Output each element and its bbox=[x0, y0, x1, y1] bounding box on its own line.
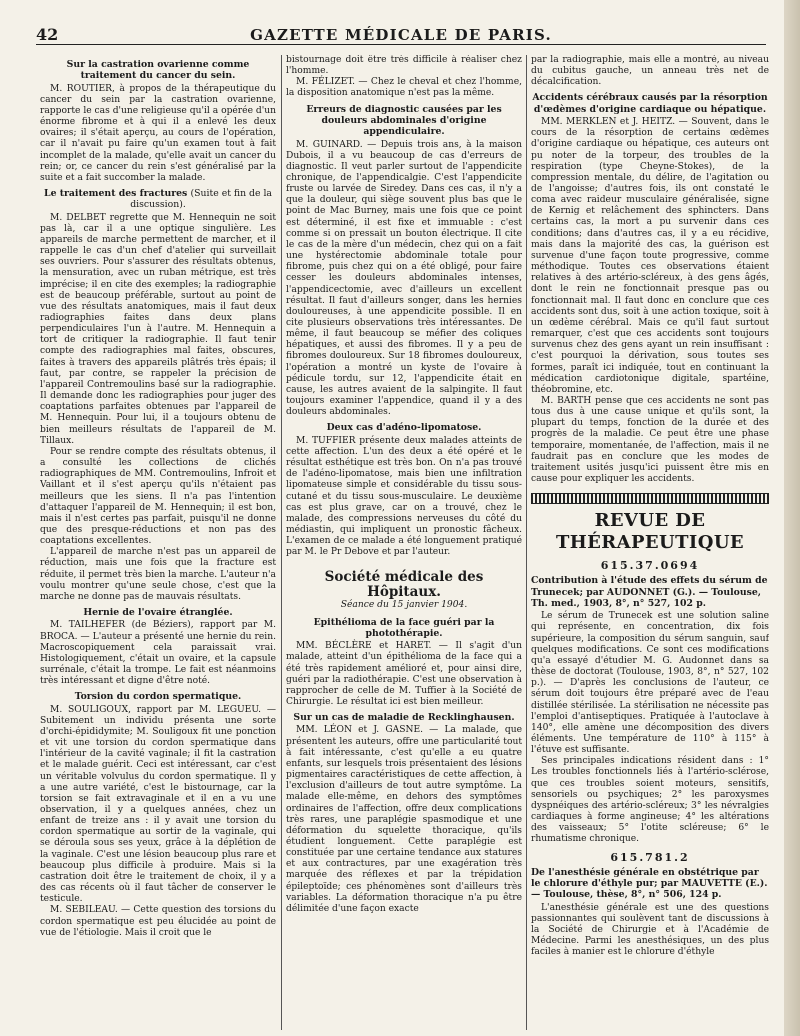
page-number: 42 bbox=[36, 25, 59, 44]
section-heading: Deux cas d'adéno-lipomatose. bbox=[326, 422, 482, 434]
column-divider bbox=[526, 55, 527, 1030]
heading-subtitle: (Suite et fin de la discussion). bbox=[130, 188, 272, 211]
paragraph: MM. LÉON et J. GASNE. — La malade, que présentent les auteurs, offre une particularité tout à fait intéressante, c'est qu'elle a eu quatre enfants, sur lesquels trois présentaient des lésions pigmentaires caractéristiques de cette affection, à l'exclusion d'ailleurs de tout autre symptôme. La malade elle-même, en dehors des symptômes ordinaires de l'affection, offre deux complications très rares, une paraplégie spasmodique et une déformation du squelette thoracique, qu'ils étudient longuement. Cette paraplégie est constituée par une certaine tendance aux statures et aux contractures, par une exagération très marquée des réflexes et par la trépidation épileptoïde; ces phénomènes sont d'ailleurs très variables. La déformation thoracique n'a pu être délimitée d'une façon exacte bbox=[286, 725, 522, 914]
paragraph: L'anesthésie générale est une des questions passionnantes qui soulèvent tant de discussions à la Société de Chirurgie et à l'Académie de Médecine. Parmi les anesthésiques, un des plus faciles à manier est le chlorure d'éthyle bbox=[531, 902, 769, 958]
paragraph: M. TAILHEFER (de Béziers), rapport par M. BROCA. — L'auteur a présenté une hernie du rein. Macroscopiquement cela paraissait vrai. Histologiquement, c'était un ovaire, et la capsule surrénale, c'était la trompe. Le fait est néanmoins très intéressant et digne d'être noté. bbox=[40, 620, 276, 687]
paragraph: MM. BÉCLÈRE et HARET. — Il s'agit d'un malade, atteint d'un épithélioma de la face qui a été très rapidement amélioré et, pour ainsi dire, guéri par la radiothérapie. C'est une observation à rapprocher de celle de M. Tuffier à la Société de Chirurgie. Le résultat ici est bien meilleur. bbox=[286, 641, 522, 707]
paragraph: M. TUFFIER présente deux malades atteints de cette affection. L'un des deux a été opéré et le résultat esthétique est très bon. On n'a pas trouvé de l'adéno-lipomatose, mais bien une infiltration lipomateuse simple et considérable du tissu sous-cutané et du tissu sous-musculaire. Le deuxième cas est plus grave, car on a trouvé, chez le malade, des compressions nerveuses du côté du médiastin, qui impliquent un pronostic fâcheux. L'examen de ce malade a été longuement pratiqué par M. le Pr Debove et par l'auteur. bbox=[286, 435, 522, 558]
review-title: REVUE DE THÉRAPEUTIQUE bbox=[555, 510, 745, 554]
column-divider bbox=[281, 55, 282, 1030]
paragraph: M. BARTH pense que ces accidents ne sont pas tous dus à une cause unique et qu'ils sont, la plupart du temps, fonction de la durée et des progrès de la maladie. Ce peut être une phase temporaire, momentanée, de l'affection, mais il ne faudrait pas en conclure que les modes de traitement usités jusqu'ici puissent être mis en cause pour expliquer les accidents. bbox=[531, 395, 769, 485]
reference-title: Contribution à l'étude des effets du sérum de Trunecek; par AUDONNET (G.). — Toulouse, Th. med., 1903, 8°, n° 527, 102 p. bbox=[531, 575, 768, 609]
paragraph: bistournage doit être très difficile à réaliser chez l'homme. bbox=[286, 55, 522, 77]
section-heading bbox=[40, 188, 276, 211]
paragraph: L'appareil de marche n'est pas un appareil de réduction, mais une fois que la fracture est réduite, il permet très bien la marche. L'auteur n'a voulu montrer qu'une seule chose, c'est que la marche ne donne pas de mauvais résultats. bbox=[40, 547, 276, 602]
ornamental-divider bbox=[531, 493, 769, 504]
classification-code: 615.781.2 bbox=[610, 850, 690, 864]
section-heading: Sur un cas de maladie de Recklinghausen. bbox=[293, 712, 515, 724]
paragraph: M. DELBET regrette que M. Hennequin ne soit pas là, car il a une optique singulière. Les appareils de marche permettent de marcher, et il rappelle le cas d'un chef d'atelier qui surveillait ses ouvriers. Pour s'assurer des résultats obtenus, la mensuration, avec un ruban métrique, est très imprécise; il en cite des exemples; la radiographie est de beaucoup préférable, surtout au point de vue des résultats anatomiques, mais il faut deux radiographies faites dans deux plans perpendiculaires l'un à l'autre. M. Hennequin a tort de critiquer la radiographie. Il faut tenir compte des radiographies mal faites, obscures, faites à travers des appareils plâtrés très épais; il faut, par contre, se rappeler la précision de l'appareil Contremoulins basé sur la radiographie. Il demande donc les radiographies pour juger des coaptations parfaites obtenues par l'appareil de M. Hennequin. Pour lui, il a toujours obtenu de bien meilleurs résultats de l'appareil de M. Tillaux. bbox=[40, 212, 276, 446]
paragraph: MM. MERKLEN et J. HEITZ. — Souvent, dans le cours de la résorption de certains œdèmes d'origine cardiaque ou hépatique, ces auteurs ont pu noter de la torpeur, des troubles de la respiration (type Cheyne-Stokes), de la compression mentale, du délire, de l'agitation ou de l'angoisse; d'autres fois, ils ont constaté le coma avec raideur musculaire généralisée, signe de Kernig et relâchement des sphincters. Dans certains cas, la mort a pu survenir dans ces conditions; dans d'autres cas, il y a eu récidive, mais dans la majorité des cas, la guérison est survenue d'une façon toute progressive, comme méthodique. Toutes ces observations étaient relatives à des artério-scléreux, à des gens âgés, dont le rein ne fonctionnait presque pas ou fonctionnait mal. Il faut donc en conclure que ces accidents sont dus, soit à une action toxique, soit à un œdème cérébral. Mais ce qu'il faut surtout remarquer, c'est que ces accidents sont toujours survenus chez des gens ayant un rein insuffisant : c'est pourquoi la dérivation, sous toutes ses formes, paraît ici indiquée, tout en continuant la médication cardiotonique digitale, spartéine, théobromine, etc. bbox=[531, 117, 769, 395]
heading-text: Le traitement des fractures bbox=[44, 188, 188, 199]
column-middle bbox=[286, 55, 522, 1030]
classification-code: 615.37.0694 bbox=[600, 559, 700, 573]
section-heading: Sur la castration ovarienne comme traitement du cancer du sein. bbox=[66, 59, 250, 82]
column-left bbox=[40, 55, 276, 1030]
session-date: Séance du 15 janvier 1904. bbox=[340, 600, 468, 611]
paragraph: M. SOULIGOUX, rapport par M. LEGUEU. — Subitement un individu présenta une sorte d'orchi-épididymite; M. Souligoux fit une ponction et vit une torsion du cordon spermatique dans l'intérieur de la cavité vaginale; il fit la castration et le malade guérit. Ceci est intéressant, car c'est un véritable volvulus du cordon spermatique. Il y a une autre variété, c'est le bistournage, car la torsion se fait extravaginale et il en a vu une observation, il y a quelques années, chez un enfant de treize ans : il y avait une torsion du cordon spermatique au sortir de la vaginale, qui se déroula sous ses yeux, grâce à la déplétion de la vaginale. C'est une lésion beaucoup plus rare et beaucoup plus difficile à produire. Mais si la castration doit être le traitement de choix, il y a des cas récents où il faut tâcher de conserver le testicule. bbox=[40, 704, 276, 905]
paragraph: par la radiographie, mais elle a montré, au niveau du cubitus gauche, un anneau très net de décalcification. bbox=[531, 55, 769, 88]
paragraph: M. ROUTIER, à propos de la thérapeutique du cancer du sein par la castration ovarienne, rapporte le cas d'une religieuse qu'il a opérée d'un énorme fibrome et à qui il a enlevé les deux ovaires; il s'était aperçu, au cours de l'opération, car il n'avait pu faire qu'un examen tout à fait incomplet de la malade, qu'elle avait un cancer du rein; or, ce cancer du rein s'est généralisé par la suite et a fait succomber la malade. bbox=[40, 83, 276, 183]
section-heading: Hernie de l'ovaire étranglée. bbox=[83, 607, 233, 619]
paragraph: Ses principales indications résident dans : 1° Les troubles fonctionnels liés à l'artério-sclérose, que ces troubles soient moteurs, sensitifs, sensoriels ou psychiques; 2° les paroxysmes dyspnéiques des artério-scléreux; 3° les névralgies cardiaques à forme angineuse; 4° les altérations des vaisseaux; 5° l'otite scléreuse; 6° le rhumatisme chronique. bbox=[531, 756, 769, 845]
society-title: Société médicale des Hôpitaux. bbox=[324, 569, 484, 601]
section-heading: Erreurs de diagnostic causées par les douleurs abdominales d'origine appendiculaire. bbox=[306, 103, 502, 138]
reference-title: De l'anesthésie générale en obstétrique par le chlorure d'éthyle pur; par MAUVETTE (E.). — Toulouse, thèse, 8°, n° 506, 124 p. bbox=[531, 866, 768, 901]
page-header bbox=[36, 22, 766, 45]
page-edge bbox=[784, 0, 800, 1036]
journal-title: GAZETTE MÉDICALE DE PARIS. bbox=[250, 26, 552, 44]
paragraph: Pour se rendre compte des résultats obtenus, il a consulté les collections de clichés radiographiques de MM. Contremoulins, Infroit et Vaillant et il s'est aperçu qu'ils n'étaient pas meilleurs que les siens. Il n'a pas l'intention d'attaquer l'appareil de M. Hennequin; il est bon, mais il n'est certes pas parfait, puisqu'il ne donne que des presque-réductions et non pas des coaptations excellentes. bbox=[40, 446, 276, 547]
section-heading: Torsion du cordon spermatique. bbox=[74, 691, 242, 703]
paragraph: Le sérum de Trunecek est une solution saline qui représente, en concentration, dix fois supérieure, la composition du sérum sanguin, sauf quelques modifications. Ce sont ces modifications qu'a essayé d'étudier M. G. Audonnet dans sa thèse de doctorat (Toulouse, 1903, 8°, n° 527, 102 p.). — D'après les conclusions de l'auteur, ce sérum doit toujours être préparé avec de l'eau distillée stérilisée. La stérilisation ne nécessite pas l'emploi d'antiseptiques. Pratiquée à l'autoclave à 140°, elle amène une décomposition des divers éléments. Une température de 110° à 115° à l'étuve est suffisante. bbox=[531, 611, 769, 756]
section-heading: Epithélioma de la face guéri par la photothérapie. bbox=[313, 616, 495, 639]
section-heading: Accidents cérébraux causés par la résorption d'œdèmes d'origine cardiaque ou hépatique. bbox=[532, 92, 768, 115]
column-right bbox=[531, 55, 769, 1030]
paragraph: M. FÉLIZET. — Chez le cheval et chez l'homme, la disposition anatomique n'est pas la même. bbox=[286, 77, 522, 99]
paragraph: M. GUINARD. — Depuis trois ans, à la maison Dubois, il a vu beaucoup de cas d'erreurs de diagnostic. Il veut parler surtout de l'appendicite chronique, de l'appendicalgie. C'est l'appendicite fruste ou larvée de Siredey. Dans ces cas, il n'y a que la douleur, qui siège souvent plus bas que le point de Mac Burney, mais une fois que ce point est déterminé, il est fixe et immuable : c'est comme si on pressait un bouton électrique. Il cite le cas de la mère d'un médecin, chez qui on a fait une hystérectomie abdominale totale pour fibrome, puis chez qui on a été obligé, pour faire cesser les douleurs abdominales intenses, l'appendicectomie, avec d'ailleurs un excellent résultat. Il faut d'ailleurs songer, dans les hernies douloureuses, à une appendicite possible. Il en cite plusieurs observations très intéressantes. De même, il faut beaucoup se méfier des coliques hépatiques, et aussi des fibromes. Il y a peu de fibromes douloureux. Sur 18 fibromes douloureux, l'opération a montré un kyste de l'ovaire à pédicule tordu, sur 12, l'appendicite était en cause, les autres avaient de la salpingite. Il faut toujours examiner l'appendice, quand il y a des douleurs abdominales. bbox=[286, 139, 522, 418]
paragraph: M. SEBILEAU. — Cette question des torsions du cordon spermatique est peu élucidée au point de vue de l'étiologie. Mais il croit que le bbox=[40, 905, 276, 938]
